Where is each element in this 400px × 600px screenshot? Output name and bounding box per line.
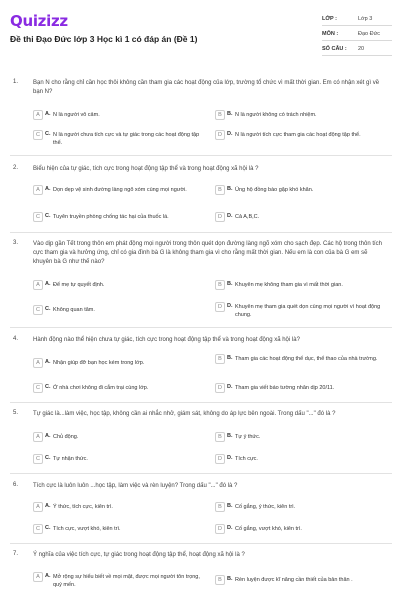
option-text: N là người vô cảm. <box>53 112 100 118</box>
option-badge: D <box>215 524 225 534</box>
option-text: Không quan tâm. <box>53 307 95 313</box>
question-number: 3. <box>13 240 19 246</box>
question-text: Tích cực là luôn luôn ...học tập, làm việc và rèn luyện? Trong dấu "..." đó là ? <box>33 483 238 489</box>
option-text: Tích cực, vượt khó, kiên trì. <box>53 526 121 532</box>
meta-value: 20 <box>358 46 365 52</box>
option-badge: A <box>33 358 43 368</box>
option-badge: B <box>215 575 225 585</box>
option-letter: A. <box>45 111 51 117</box>
option-badge: C <box>33 454 43 464</box>
option-text: Tự ý thức. <box>235 434 261 440</box>
option-badge: B <box>215 502 225 512</box>
option-text: Tuyên truyền phòng chống tác hại của thuốc lá. <box>53 214 169 220</box>
option-text: Rèn luyện được kĩ năng cần thiết của bản thân . <box>235 577 353 583</box>
question-divider <box>10 155 392 156</box>
option-text: Tích cực. <box>235 456 258 462</box>
question-divider <box>10 232 392 233</box>
option-letter: D. <box>227 131 233 137</box>
option-text: Khuyên mẹ không tham gia vì mất thời gian. <box>235 282 343 288</box>
option-text: Cả A,B,C. <box>235 214 260 220</box>
option-badge: D <box>215 454 225 464</box>
option-letter: A. <box>45 186 51 192</box>
option-badge: D <box>215 383 225 393</box>
question-text: Tự giác là...làm việc, học tập, không cần ai nhắc nhở, giám sát, không do áp lực bên ngoài. Trong dấu "..." đó là ? <box>33 411 336 417</box>
option-badge: A <box>33 280 43 290</box>
option-letter: C. <box>45 213 51 219</box>
option-text: Khuyên mẹ tham gia quét dọn cùng mọi người vì hoạt động chung. <box>235 304 381 318</box>
option-text: N là người chưa tích cực và tự giác trong các hoạt động tập thể. <box>53 132 200 146</box>
option-text: Cố gắng, ý thức, kiên trì. <box>235 504 296 510</box>
option-letter: B. <box>227 433 233 439</box>
question-divider <box>10 543 392 544</box>
option-badge: C <box>33 212 43 222</box>
quizizz-logo: Quizizz <box>10 12 68 30</box>
option-letter: D. <box>227 303 233 309</box>
option-letter: C. <box>45 131 51 137</box>
question-text: Hành động nào thể hiện chưa tự giác, tích cực trong hoạt động tập thể và trong hoạt động xã hội là? <box>33 337 300 343</box>
document-title: Đề thi Đạo Đức lớp 3 Học kì 1 có đáp án (Đề 1) <box>10 34 198 44</box>
question-number: 2. <box>13 165 19 171</box>
option-letter: C. <box>45 525 51 531</box>
option-letter: B. <box>227 186 233 192</box>
meta-divider <box>322 25 392 26</box>
meta-label: SỐ CÂU : <box>322 46 347 52</box>
option-text: N là người tích cực tham gia các hoạt động tập thể. <box>235 132 361 138</box>
option-text: Dọn dẹp vệ sinh đường làng ngõ xóm cùng mọi người. <box>53 187 187 193</box>
question-text: Ý nghĩa của việc tích cực, tự giác trong hoạt động tập thể, hoạt động xã hội là ? <box>33 552 245 558</box>
option-badge: B <box>215 280 225 290</box>
question-text: Bạn N cho rằng chỉ cần học thôi không cần tham gia các hoạt động của lớp, trường tổ chức vì mất thời gian. Em có nhận xét gì về bạn N? <box>33 80 380 95</box>
option-text: Ủng hộ đồng bào gặp khó khăn. <box>235 187 314 193</box>
question-text: Biểu hiện của tự giác, tích cực trong hoạt động tập thể và trong hoạt động xã hội là ? <box>33 166 259 172</box>
option-letter: A. <box>45 433 51 439</box>
question-divider <box>10 473 392 474</box>
option-badge: A <box>33 110 43 120</box>
option-text: Cố gắng, vượt khó, kiên trì. <box>235 526 302 532</box>
meta-label: MÔN : <box>322 31 339 37</box>
option-letter: D. <box>227 213 233 219</box>
question-number: 7. <box>13 551 19 557</box>
option-letter: B. <box>227 355 233 361</box>
option-badge: D <box>215 212 225 222</box>
meta-value: Lớp 3 <box>358 16 373 22</box>
option-letter: C. <box>45 455 51 461</box>
option-letter: B. <box>227 503 233 509</box>
question-divider <box>10 327 392 328</box>
option-badge: A <box>33 572 43 582</box>
option-letter: B. <box>227 576 233 582</box>
option-text: Ở nhà chơi không đi cắm trại cùng lớp. <box>53 385 149 391</box>
option-letter: B. <box>227 111 233 117</box>
option-badge: C <box>33 130 43 140</box>
option-badge: D <box>215 130 225 140</box>
option-text: Tham gia viết báo tường nhân dịp 20/11. <box>235 385 335 391</box>
option-text: Tham gia các hoạt động thể dục, thể thao của nhà trường. <box>235 356 378 362</box>
option-badge: D <box>215 302 225 312</box>
option-letter: A. <box>45 359 51 365</box>
option-letter: C. <box>45 384 51 390</box>
question-text: Vào dịp gần Tết trong thôn em phát động mọi người trong thôn quét dọn đường làng ngõ xóm cho sạch đẹp. Các hộ trong thôn tích cực tham gia và hưởng ứng, chỉ có gia đình bà G là không tham gia vì cho rằng mất thời gian. Nếu em là con của bà G em sẽ khuyên bà G như thế nào? <box>33 241 383 265</box>
question-number: 1. <box>13 79 19 85</box>
option-badge: C <box>33 305 43 315</box>
meta-divider <box>322 40 392 41</box>
option-text: Tự nhận thức. <box>53 456 88 462</box>
option-badge: B <box>215 354 225 364</box>
option-text: Chủ động. <box>53 434 79 440</box>
option-badge: A <box>33 502 43 512</box>
option-letter: C. <box>45 306 51 312</box>
meta-label: LỚP : <box>322 16 337 22</box>
meta-divider <box>322 55 392 56</box>
question-divider <box>10 402 392 403</box>
option-letter: D. <box>227 455 233 461</box>
option-letter: A. <box>45 281 51 287</box>
option-badge: C <box>33 524 43 534</box>
question-number: 5. <box>13 410 19 416</box>
option-badge: B <box>215 110 225 120</box>
option-letter: B. <box>227 281 233 287</box>
option-badge: A <box>33 185 43 195</box>
option-text: N là người không có trách nhiệm. <box>235 112 317 118</box>
option-badge: C <box>33 383 43 393</box>
option-letter: D. <box>227 384 233 390</box>
question-number: 4. <box>13 336 19 342</box>
option-badge: B <box>215 185 225 195</box>
option-text: Để mẹ tự quyết định. <box>53 282 105 288</box>
option-letter: D. <box>227 525 233 531</box>
option-text: Mở rộng sự hiểu biết về mọi mặt, được mọi người tôn trọng, quý mến. <box>53 574 200 588</box>
option-badge: A <box>33 432 43 442</box>
option-text: Nhận giúp đỡ bạn học kém trong lớp. <box>53 360 145 366</box>
option-letter: A. <box>45 573 51 579</box>
meta-value: Đạo Đức <box>358 31 381 37</box>
option-badge: B <box>215 432 225 442</box>
option-text: Ý thức, tích cực, kiên trì. <box>53 504 113 510</box>
question-number: 6. <box>13 482 19 488</box>
option-letter: A. <box>45 503 51 509</box>
